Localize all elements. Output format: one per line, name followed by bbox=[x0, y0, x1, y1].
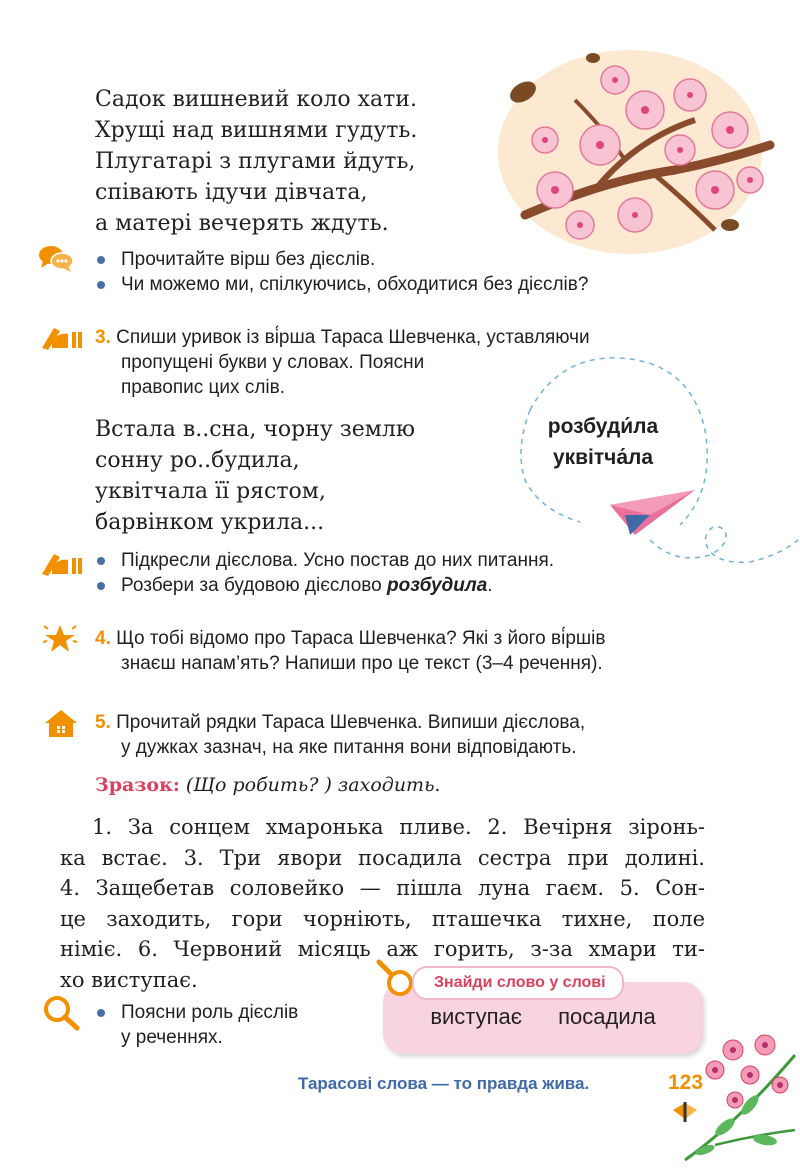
sample-label: Зразок: bbox=[95, 774, 180, 796]
list-item: у реченнях. bbox=[121, 1027, 223, 1048]
task-3-bullets bbox=[95, 548, 554, 598]
writing-hand-icon bbox=[40, 548, 84, 576]
cherry-blossom-illustration bbox=[485, 40, 785, 260]
poem-line: Встала в..сна, чорну землю bbox=[95, 417, 416, 442]
task-text: знаєш напам’ять? Напиши про це текст (3–4 речення). bbox=[121, 653, 603, 674]
task-text: Що тобі відомо про Тараса Шевченка? Які з його ві́ршів bbox=[116, 628, 606, 649]
bold-word: розбудила bbox=[387, 575, 488, 596]
word-in-word-words: виступає посадила bbox=[430, 1004, 656, 1029]
task-text: пропущені букви у словах. Поясни bbox=[121, 352, 425, 373]
discuss-list bbox=[95, 247, 588, 297]
sample-text: (Що робить? ) заходить. bbox=[185, 774, 441, 796]
poem-2 bbox=[95, 414, 415, 538]
task-text: Прочитай рядки Тараса Шевченка. Випиши дієслова, bbox=[116, 712, 586, 733]
word-in-word-tag: Знайди слово у слові bbox=[412, 966, 624, 1000]
chat-bubbles-icon bbox=[38, 244, 74, 274]
poem-line: Садок вишневий коло хати. bbox=[95, 87, 417, 112]
magnifier-icon bbox=[375, 958, 415, 998]
list-item: Розбери за будовою дієслово розбудила. bbox=[95, 573, 554, 598]
poem-line: Плугатарі з плугами йдуть, bbox=[95, 149, 416, 174]
find-bullet bbox=[95, 1000, 298, 1050]
writing-hand-icon bbox=[40, 322, 84, 350]
house-icon bbox=[44, 708, 78, 738]
task-number: 3. bbox=[95, 327, 111, 348]
poem-line: уквітчала її рястом, bbox=[95, 479, 326, 504]
bubble-word: уквітча́ла bbox=[552, 446, 654, 469]
list-item: Підкресли дієслова. Усно постав до них питання. bbox=[95, 548, 554, 573]
poem-line: співають ідучи дівчата, bbox=[95, 180, 368, 205]
sample bbox=[95, 774, 440, 796]
task-number: 4. bbox=[95, 628, 111, 649]
paragraph-line: це заходить, гори чорніють, пташечка тихне, поле bbox=[60, 906, 705, 931]
paragraph-line: 1. За сонцем хмаронька пливе. 2. Вечірня зіронь- bbox=[92, 815, 705, 839]
footer-motto: Тарасові слова — то правда жива. bbox=[298, 1074, 590, 1093]
paragraph-line: ка встає. 3. Три явори посадила сестра при долині. bbox=[60, 845, 705, 870]
poem-line: сонну ро..будила, bbox=[95, 448, 300, 473]
paragraph-line: хо виступає. bbox=[60, 967, 198, 992]
task-text: Спиши уривок із ві́рша Тараса Шевченка, уставляючи bbox=[116, 327, 590, 348]
paragraph-line: німіє. 6. Червоний місяць аж горить, з-за хмари ти- bbox=[60, 937, 705, 961]
bubble-words bbox=[533, 411, 673, 473]
flower-branch-illustration bbox=[655, 1015, 800, 1165]
poem-1 bbox=[95, 84, 417, 239]
task-text: правопис цих слів. bbox=[121, 377, 286, 398]
list-item: Прочитайте вірш без дієслів. bbox=[95, 247, 588, 272]
page-number: 123 bbox=[668, 1071, 704, 1094]
task-text: у дужках зазнач, на яке питання вони відповідають. bbox=[121, 737, 577, 758]
task-4 bbox=[95, 626, 605, 676]
star-icon bbox=[42, 622, 78, 654]
list-item: Поясни роль дієслів bbox=[95, 1000, 298, 1025]
task-5 bbox=[95, 710, 585, 760]
magnifier-icon bbox=[42, 995, 82, 1031]
poem-line: барвінком укрила... bbox=[95, 510, 325, 535]
poem-line: Хрущі над вишнями гудуть. bbox=[95, 118, 418, 143]
poem-line: а матері вечерять ждуть. bbox=[95, 211, 389, 236]
list-item: Чи можемо ми, спілкуючись, обходитися без дієслів? bbox=[95, 272, 588, 297]
task-number: 5. bbox=[95, 712, 111, 733]
paragraph-line: 4. Защебетав соловейко — пішла луна гаєм. 5. Сон- bbox=[60, 876, 705, 900]
bubble-word: розбуди́ла bbox=[547, 415, 659, 438]
